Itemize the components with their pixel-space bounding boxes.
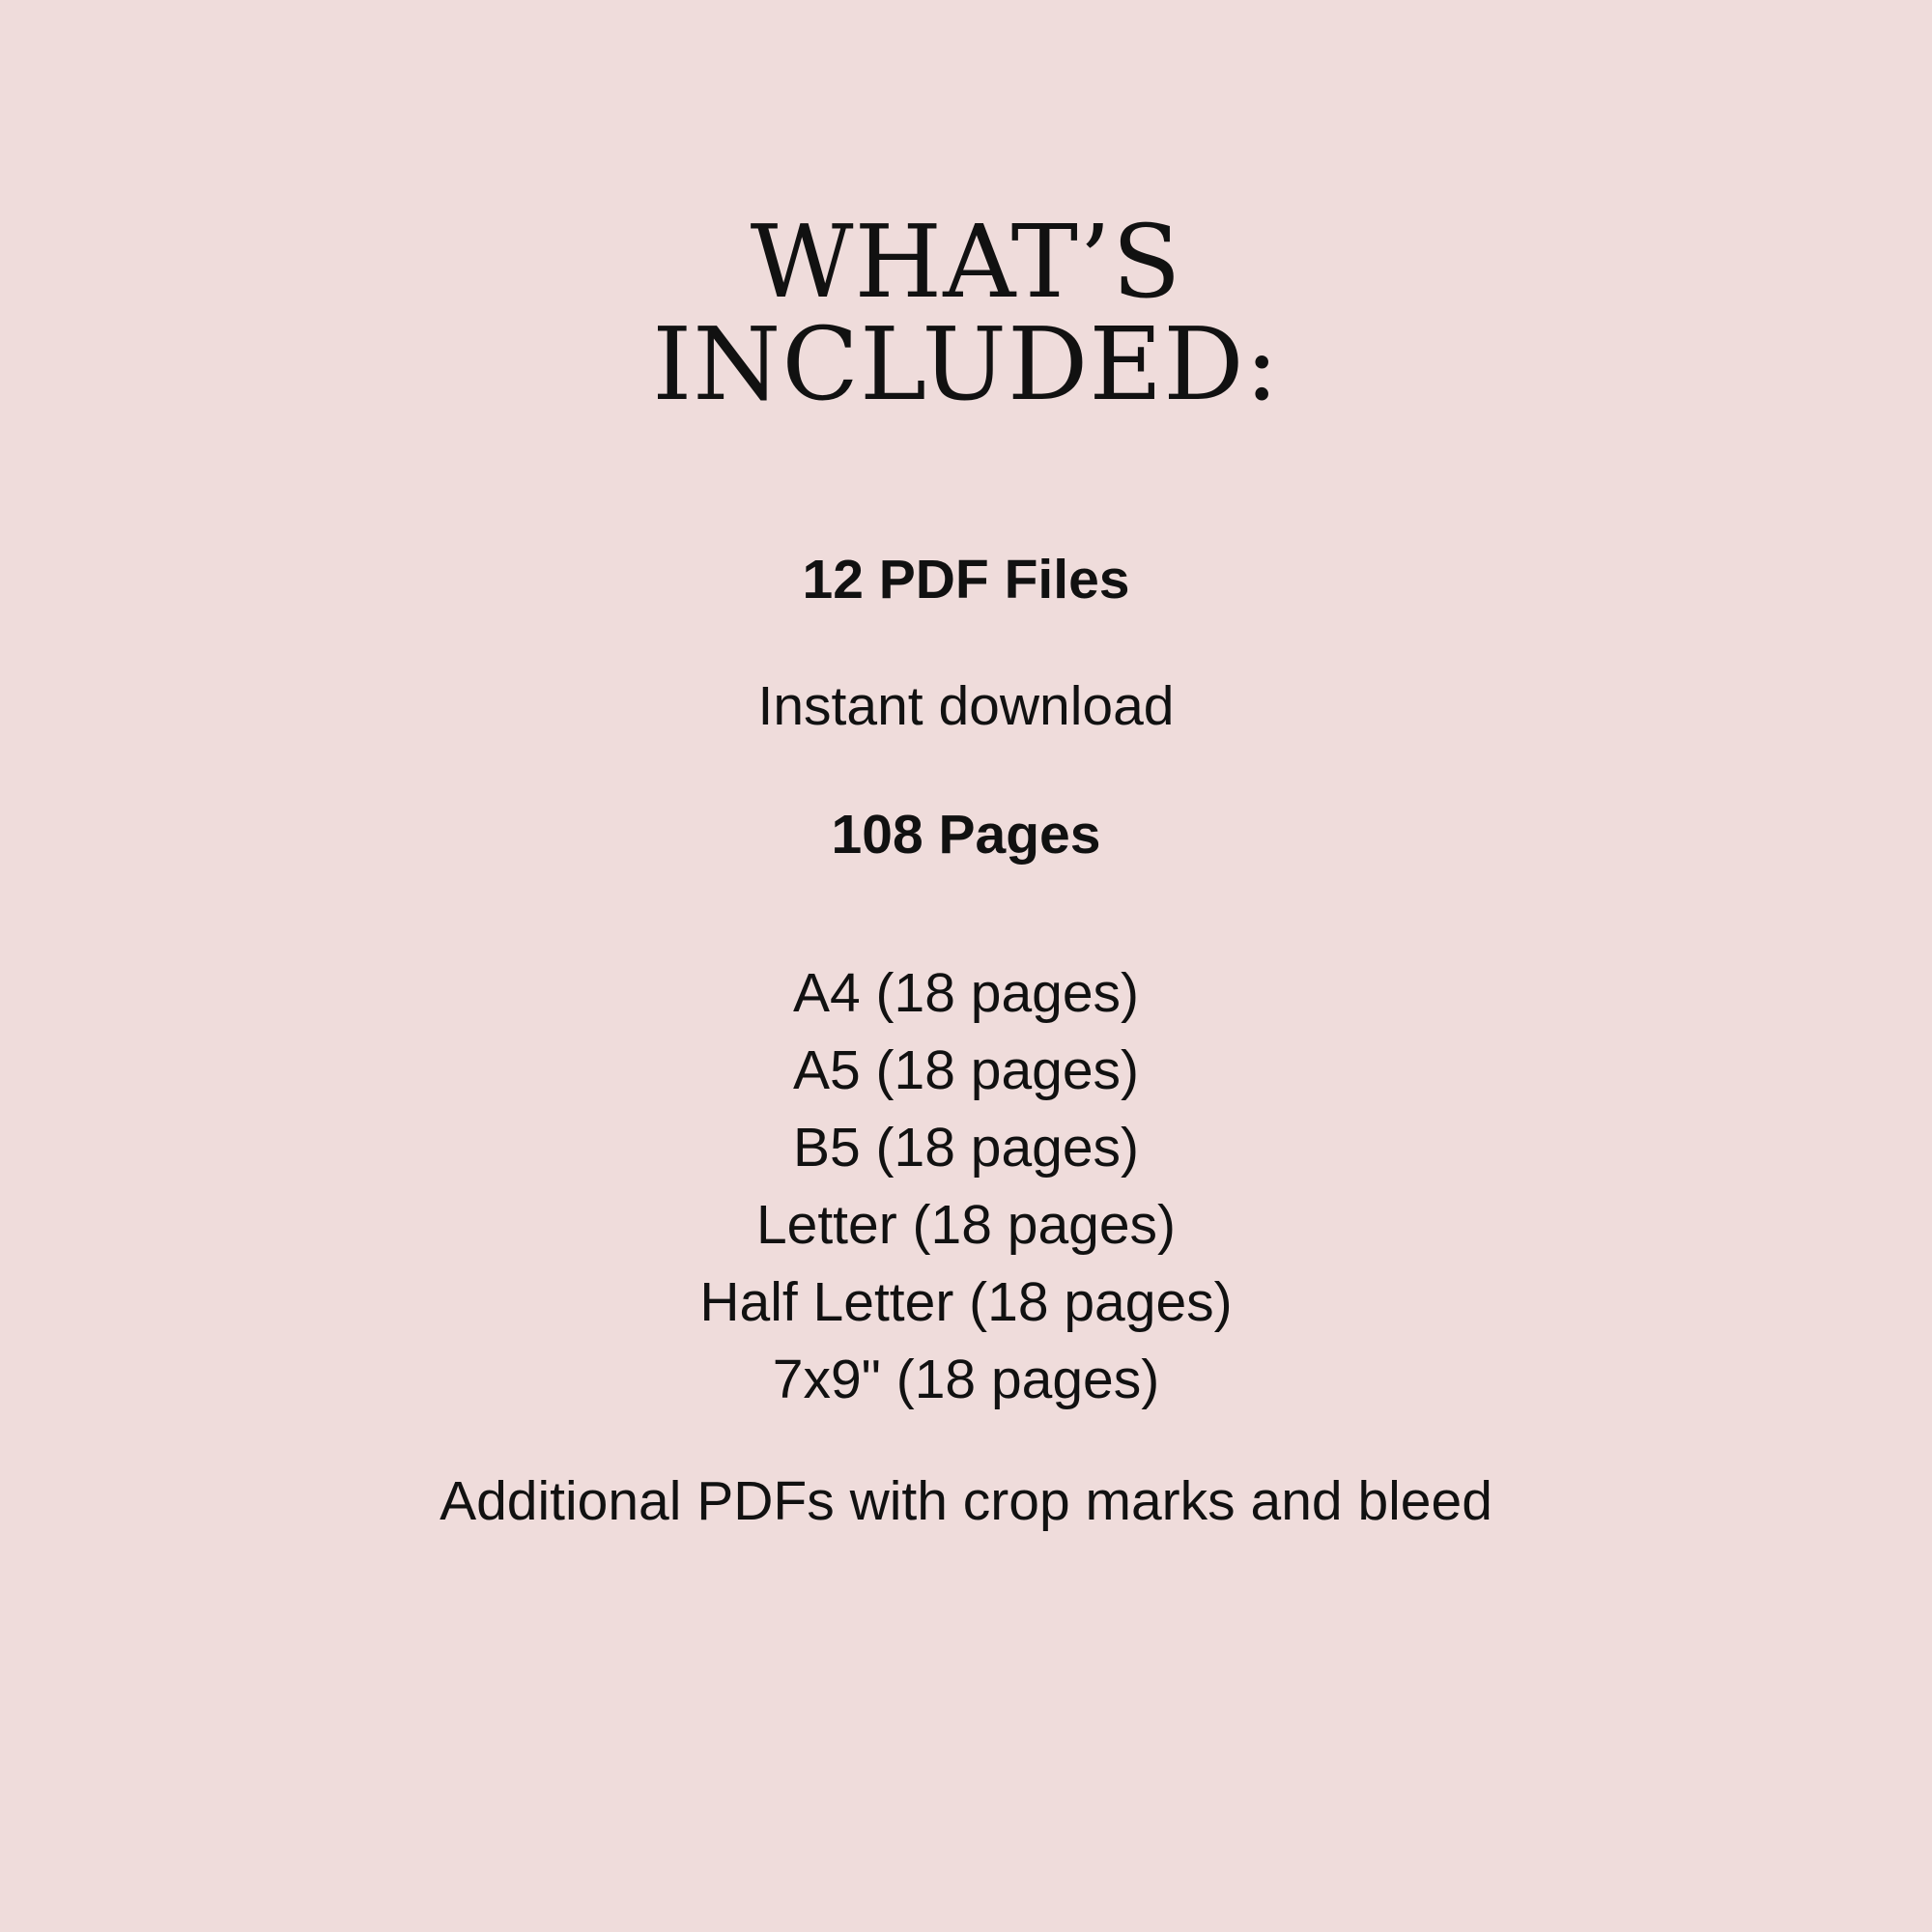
title-line-1: WHAT’S [750,203,1182,321]
size-item-a4: A4 (18 pages) [792,962,1140,1024]
size-item-letter: Letter (18 pages) [755,1194,1177,1256]
size-item-7x9: 7x9" (18 pages) [772,1349,1160,1410]
page-title [0,203,1932,423]
size-item-half-letter: Half Letter (18 pages) [699,1271,1233,1333]
page-count: 108 Pages [831,804,1101,866]
size-item-a5: A5 (18 pages) [792,1039,1140,1101]
size-item-b5: B5 (18 pages) [792,1117,1140,1179]
crop-marks-note: Additional PDFs with crop marks and bleed [440,1470,1492,1532]
title-line-2: INCLUDED: [652,305,1280,423]
size-list [0,954,1932,1418]
instant-download-text: Instant download [757,675,1175,737]
pdf-files-count: 12 PDF Files [802,549,1130,611]
